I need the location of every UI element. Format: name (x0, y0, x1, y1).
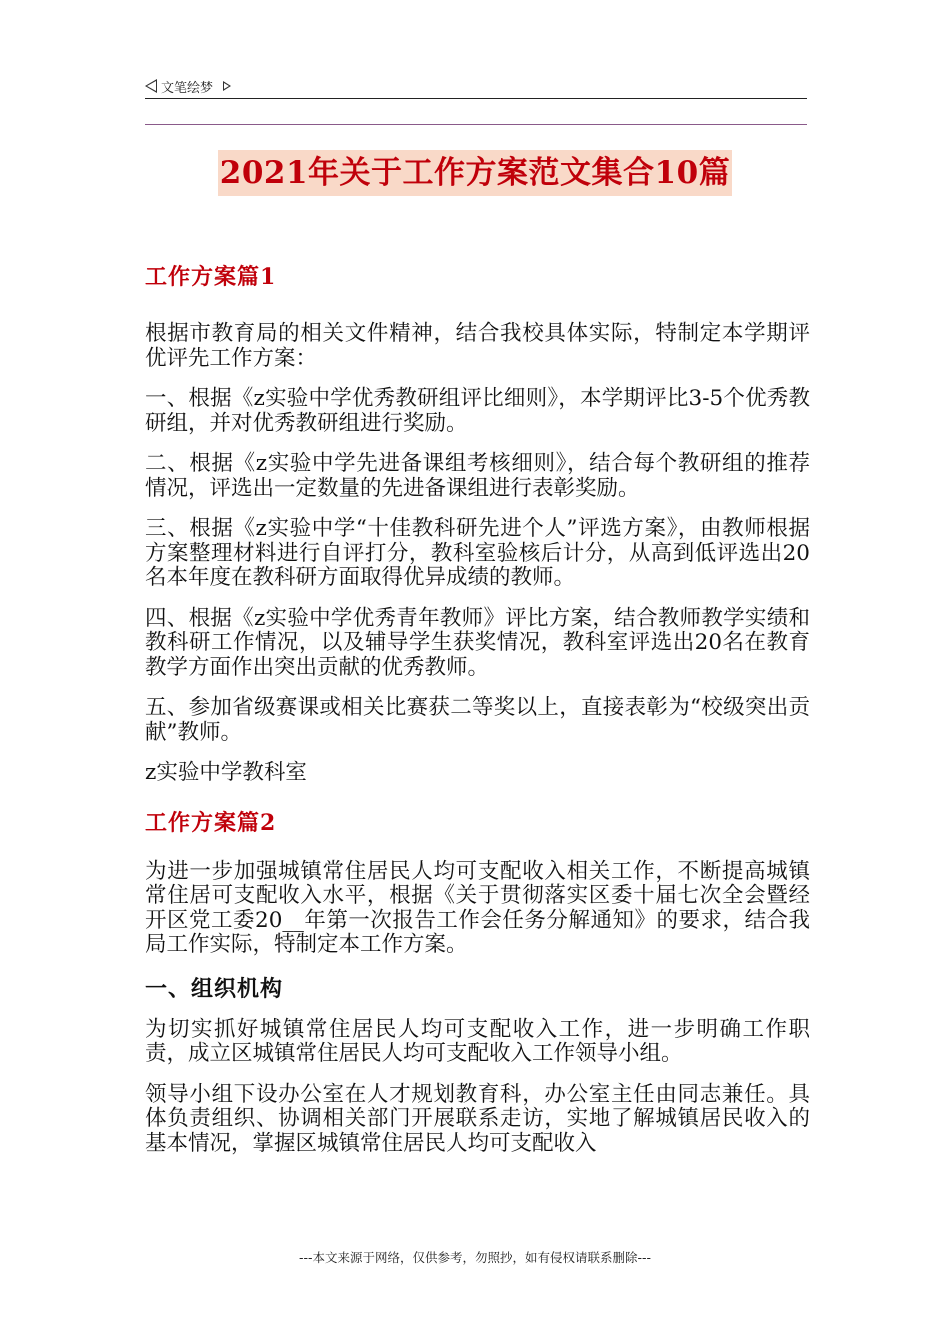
paragraph: 根据市教育局的相关文件精神，结合我校具体实际，特制定本学期评优评先工作方案： (145, 321, 810, 371)
title-divider (145, 124, 807, 125)
page-header (145, 74, 807, 98)
paragraph: 三、根据《z实验中学“十佳教科研先进个人”评选方案》，由教师根据方案整理材料进行自评打分，教科室验核后计分，从高到低评选出20名本年度在教科研方面取得优异成绩的教师。 (145, 516, 810, 590)
section-heading-1: 工作方案篇1 (145, 264, 277, 290)
paragraph: 领导小组下设办公室在人才规划教育科，办公室主任由同志兼任。具体负责组织、协调相关部门开展联系走访，实地了解城镇居民收入的基本情况，掌握区城镇常住居民人均可支配收入 (145, 1081, 810, 1156)
page-footer: ---本文来源于网络，仅供参考，勿照抄，如有侵权请联系删除--- (298, 1250, 652, 1265)
paragraph: 为进一步加强城镇常住居民人均可支配收入相关工作，不断提高城镇常住居可支配收入水平，根据《关于贯彻落实区委十届七次全会暨经开区党工委20__年第一次报告工作会任务分解通知》的要求，结合我局工作实际，特制定本工作方案。 (145, 858, 810, 957)
paragraph: 四、根据《z实验中学优秀青年教师》评比方案，结合教师教学实绩和教科研工作情况，以及辅导学生获奖情况，教科室评选出20名在教育教学方面作出突出贡献的优秀教师。 (145, 605, 810, 680)
header-brand: 文笔绘梦 (161, 80, 214, 96)
sub-heading-organization: 一、组织机构 (145, 975, 284, 1002)
document-body (145, 262, 810, 1172)
signature-line: z实验中学教科室 (145, 760, 307, 785)
triangle-right-icon (223, 81, 231, 91)
paragraph: 为切实抓好城镇常住居民人均可支配收入工作，进一步明确工作职责，成立区城镇常住居民人均可支配收入工作领导小组。 (145, 1016, 810, 1066)
paragraph: 五、参加省级赛课或相关比赛获二等奖以上，直接表彰为“校级突出贡献”教师。 (145, 695, 810, 745)
header-divider (145, 98, 807, 99)
paragraph: 二、根据《z实验中学先进备课组考核细则》，结合每个教研组的推荐情况，评选出一定数量的先进备课组进行表彰奖励。 (145, 451, 810, 501)
section-heading-2: 工作方案篇2 (145, 809, 277, 836)
document-title-wrapper (0, 150, 950, 196)
triangle-left-icon (145, 79, 157, 93)
document-title: 2021年关于工作方案范文集合10篇 (218, 150, 732, 196)
paragraph: 一、根据《z实验中学优秀教研组评比细则》，本学期评比3-5个优秀教研组，并对优秀教研组进行奖励。 (145, 386, 810, 436)
